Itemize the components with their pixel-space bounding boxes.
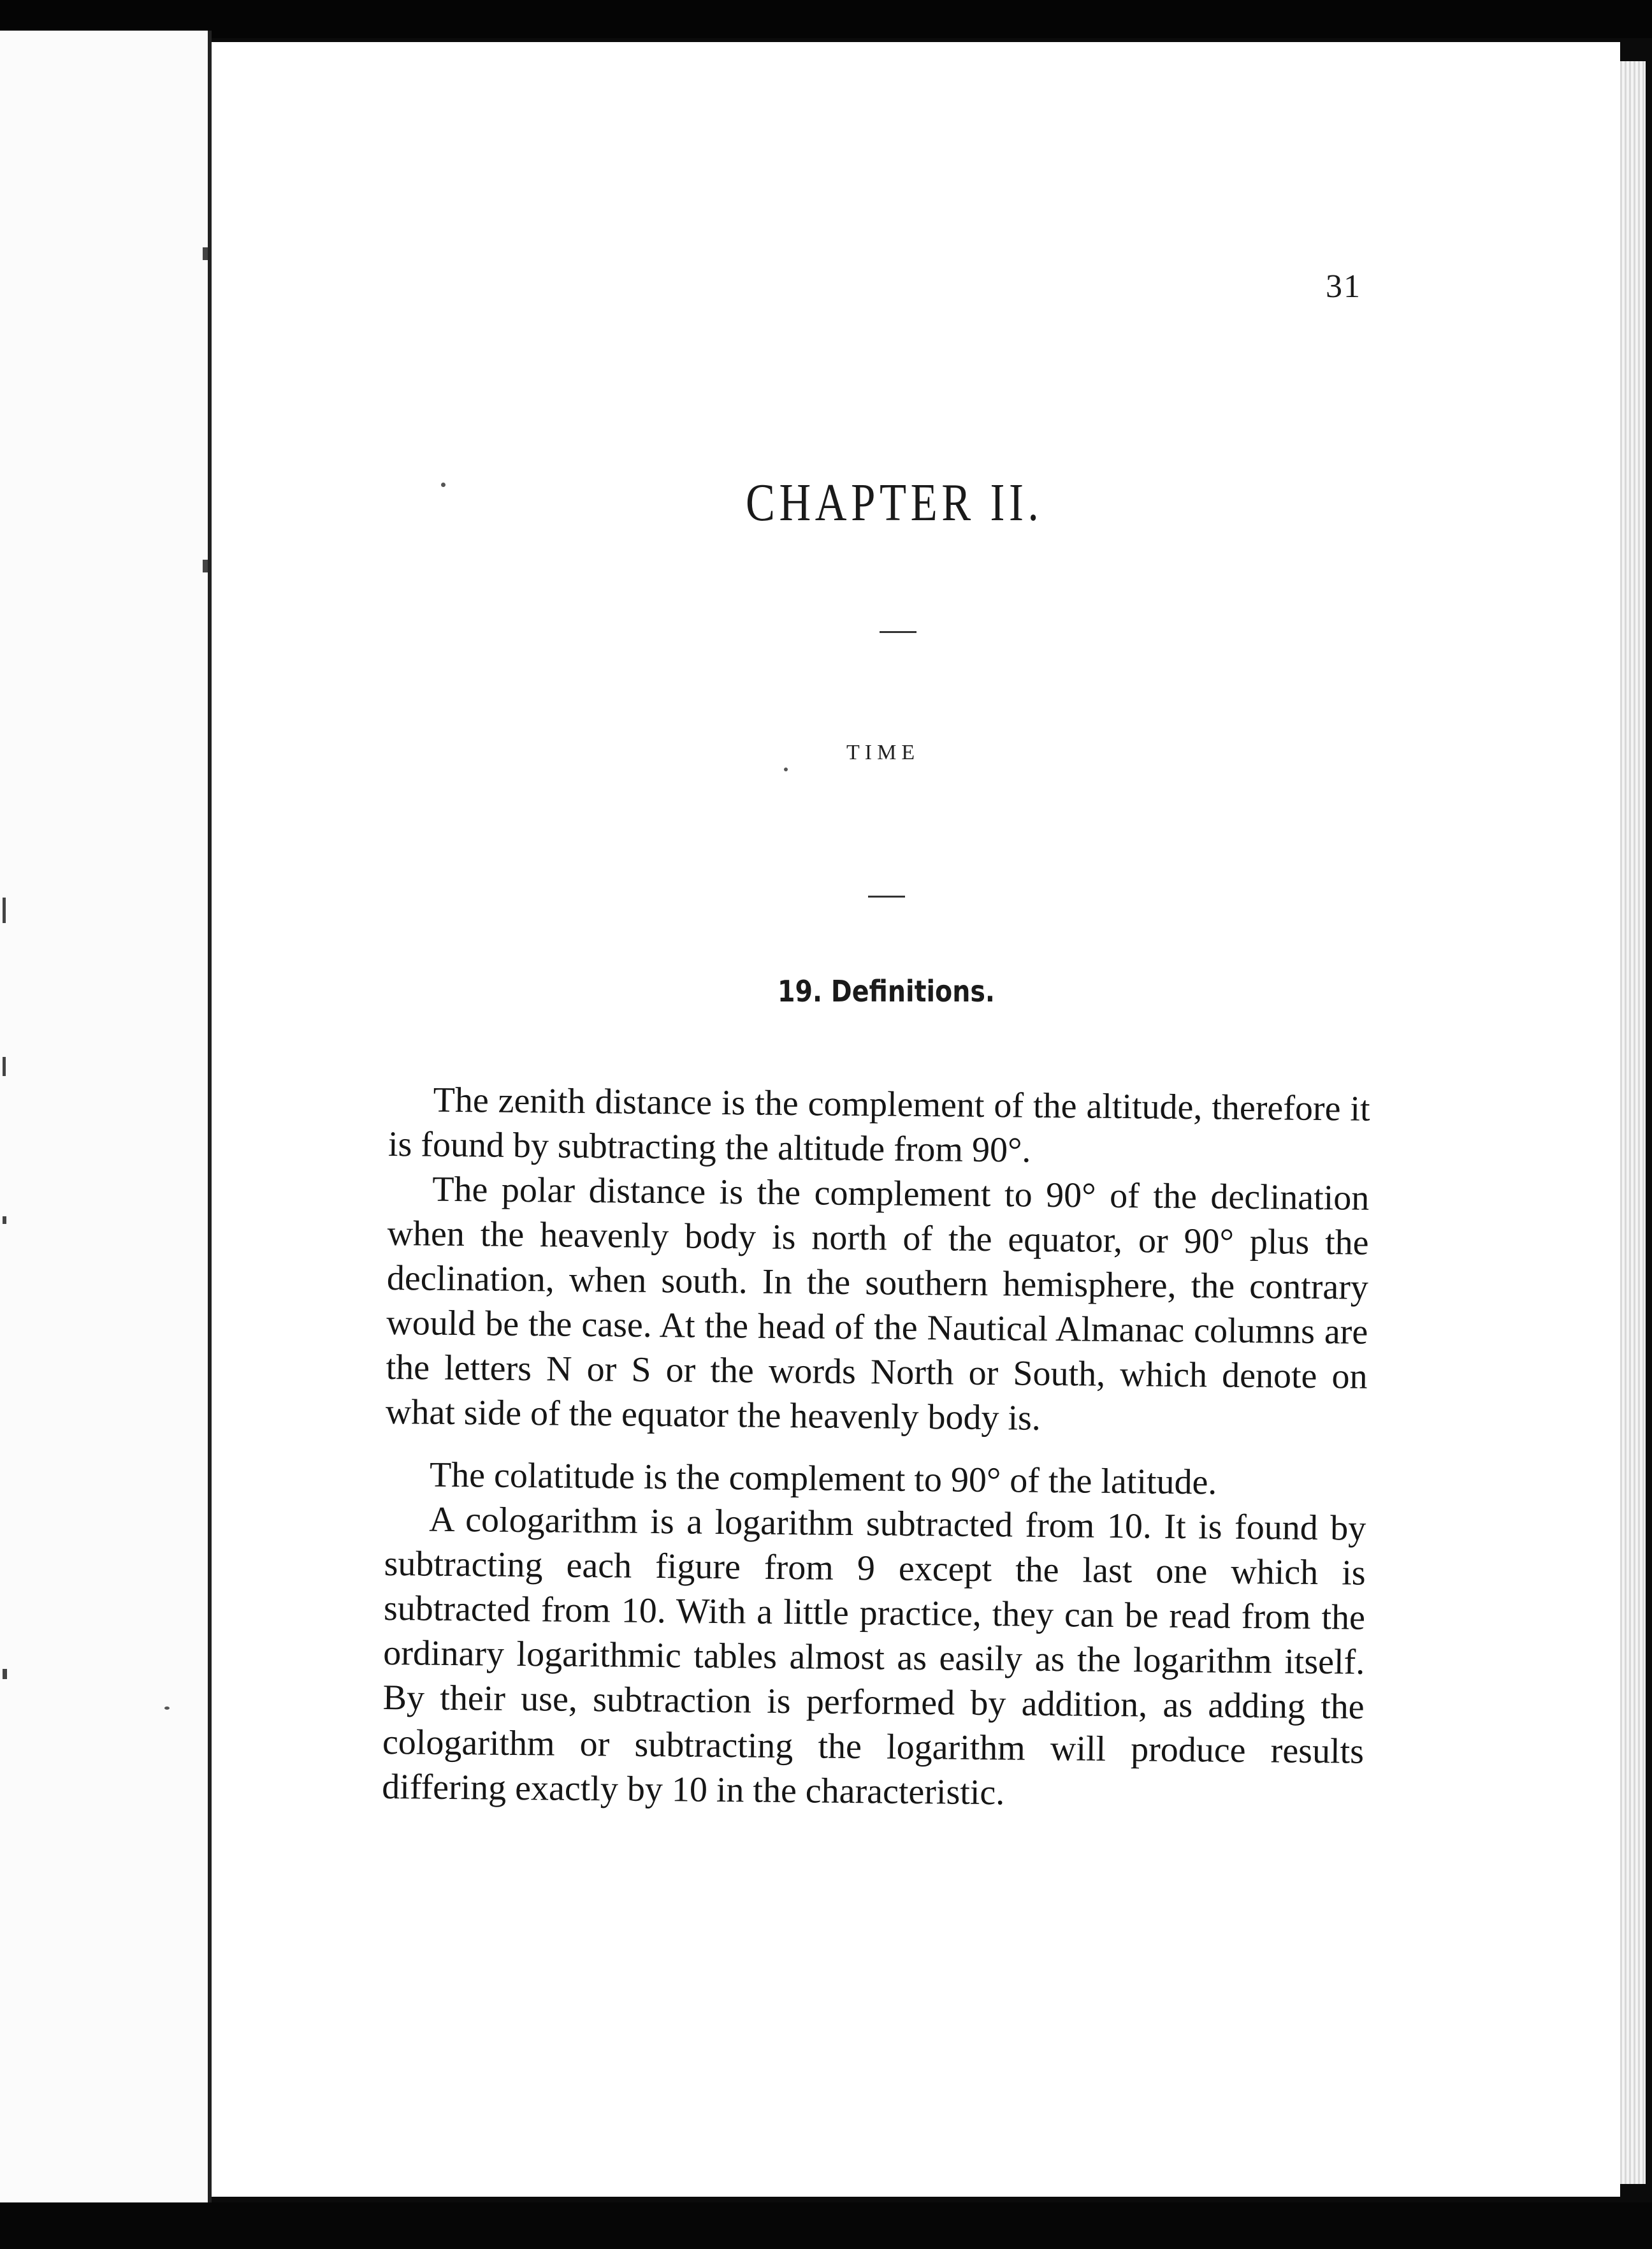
paragraph: The colatitude is the complement to 90° of the latitude. — [429, 1455, 1217, 1503]
paragraph: The zenith distance is the complement of the altitude, therefore it is found by subtracting the altitude from 90°. — [388, 1080, 1370, 1170]
scan-bottom-edge — [0, 2202, 1652, 2249]
margin-mark — [3, 1216, 6, 1224]
scan-speck — [164, 1707, 170, 1710]
heading-rule — [880, 631, 917, 633]
body-text — [382, 1077, 1370, 1819]
facing-page-edge — [0, 31, 212, 2204]
scan-speck — [441, 483, 446, 487]
paragraph: A cologarithm is a logarithm subtracted from 10. It is found by subtracting each figure from 9 except the last one which is subtracted from 10. With a little practice, they can be read from the ordinary logarithmic tables almost as easily as the logarithm itself. By their use, subtraction is performed by addition, as adding the cologarithm or subtracting the logarithm will produce results differing exactly by 10 in the characteristic. — [382, 1499, 1366, 1813]
chapter-heading: CHAPTER II. — [746, 473, 1043, 532]
scan-top-edge — [0, 0, 1652, 38]
margin-mark — [3, 1669, 7, 1679]
margin-mark — [3, 898, 6, 923]
scan-speck — [784, 768, 788, 771]
margin-mark — [3, 1057, 6, 1076]
page-number: 31 — [1326, 268, 1361, 305]
section-title: TIME — [846, 741, 920, 764]
heading-rule — [868, 896, 905, 898]
subsection-heading: 19. Definitions. — [778, 974, 995, 1008]
binding-mark — [203, 247, 208, 260]
paragraph: The polar distance is the complement to 90° of the declination when the heavenly body is north of the equator, or 90° plus the declination, when south. In the southern hemisphere, the contrary would be the case. At the head of the Nautical Almanac columns are the letters N or S or the words North or South, which denote on what side of the equator the heavenly body is. — [385, 1169, 1370, 1438]
binding-mark — [203, 560, 208, 572]
